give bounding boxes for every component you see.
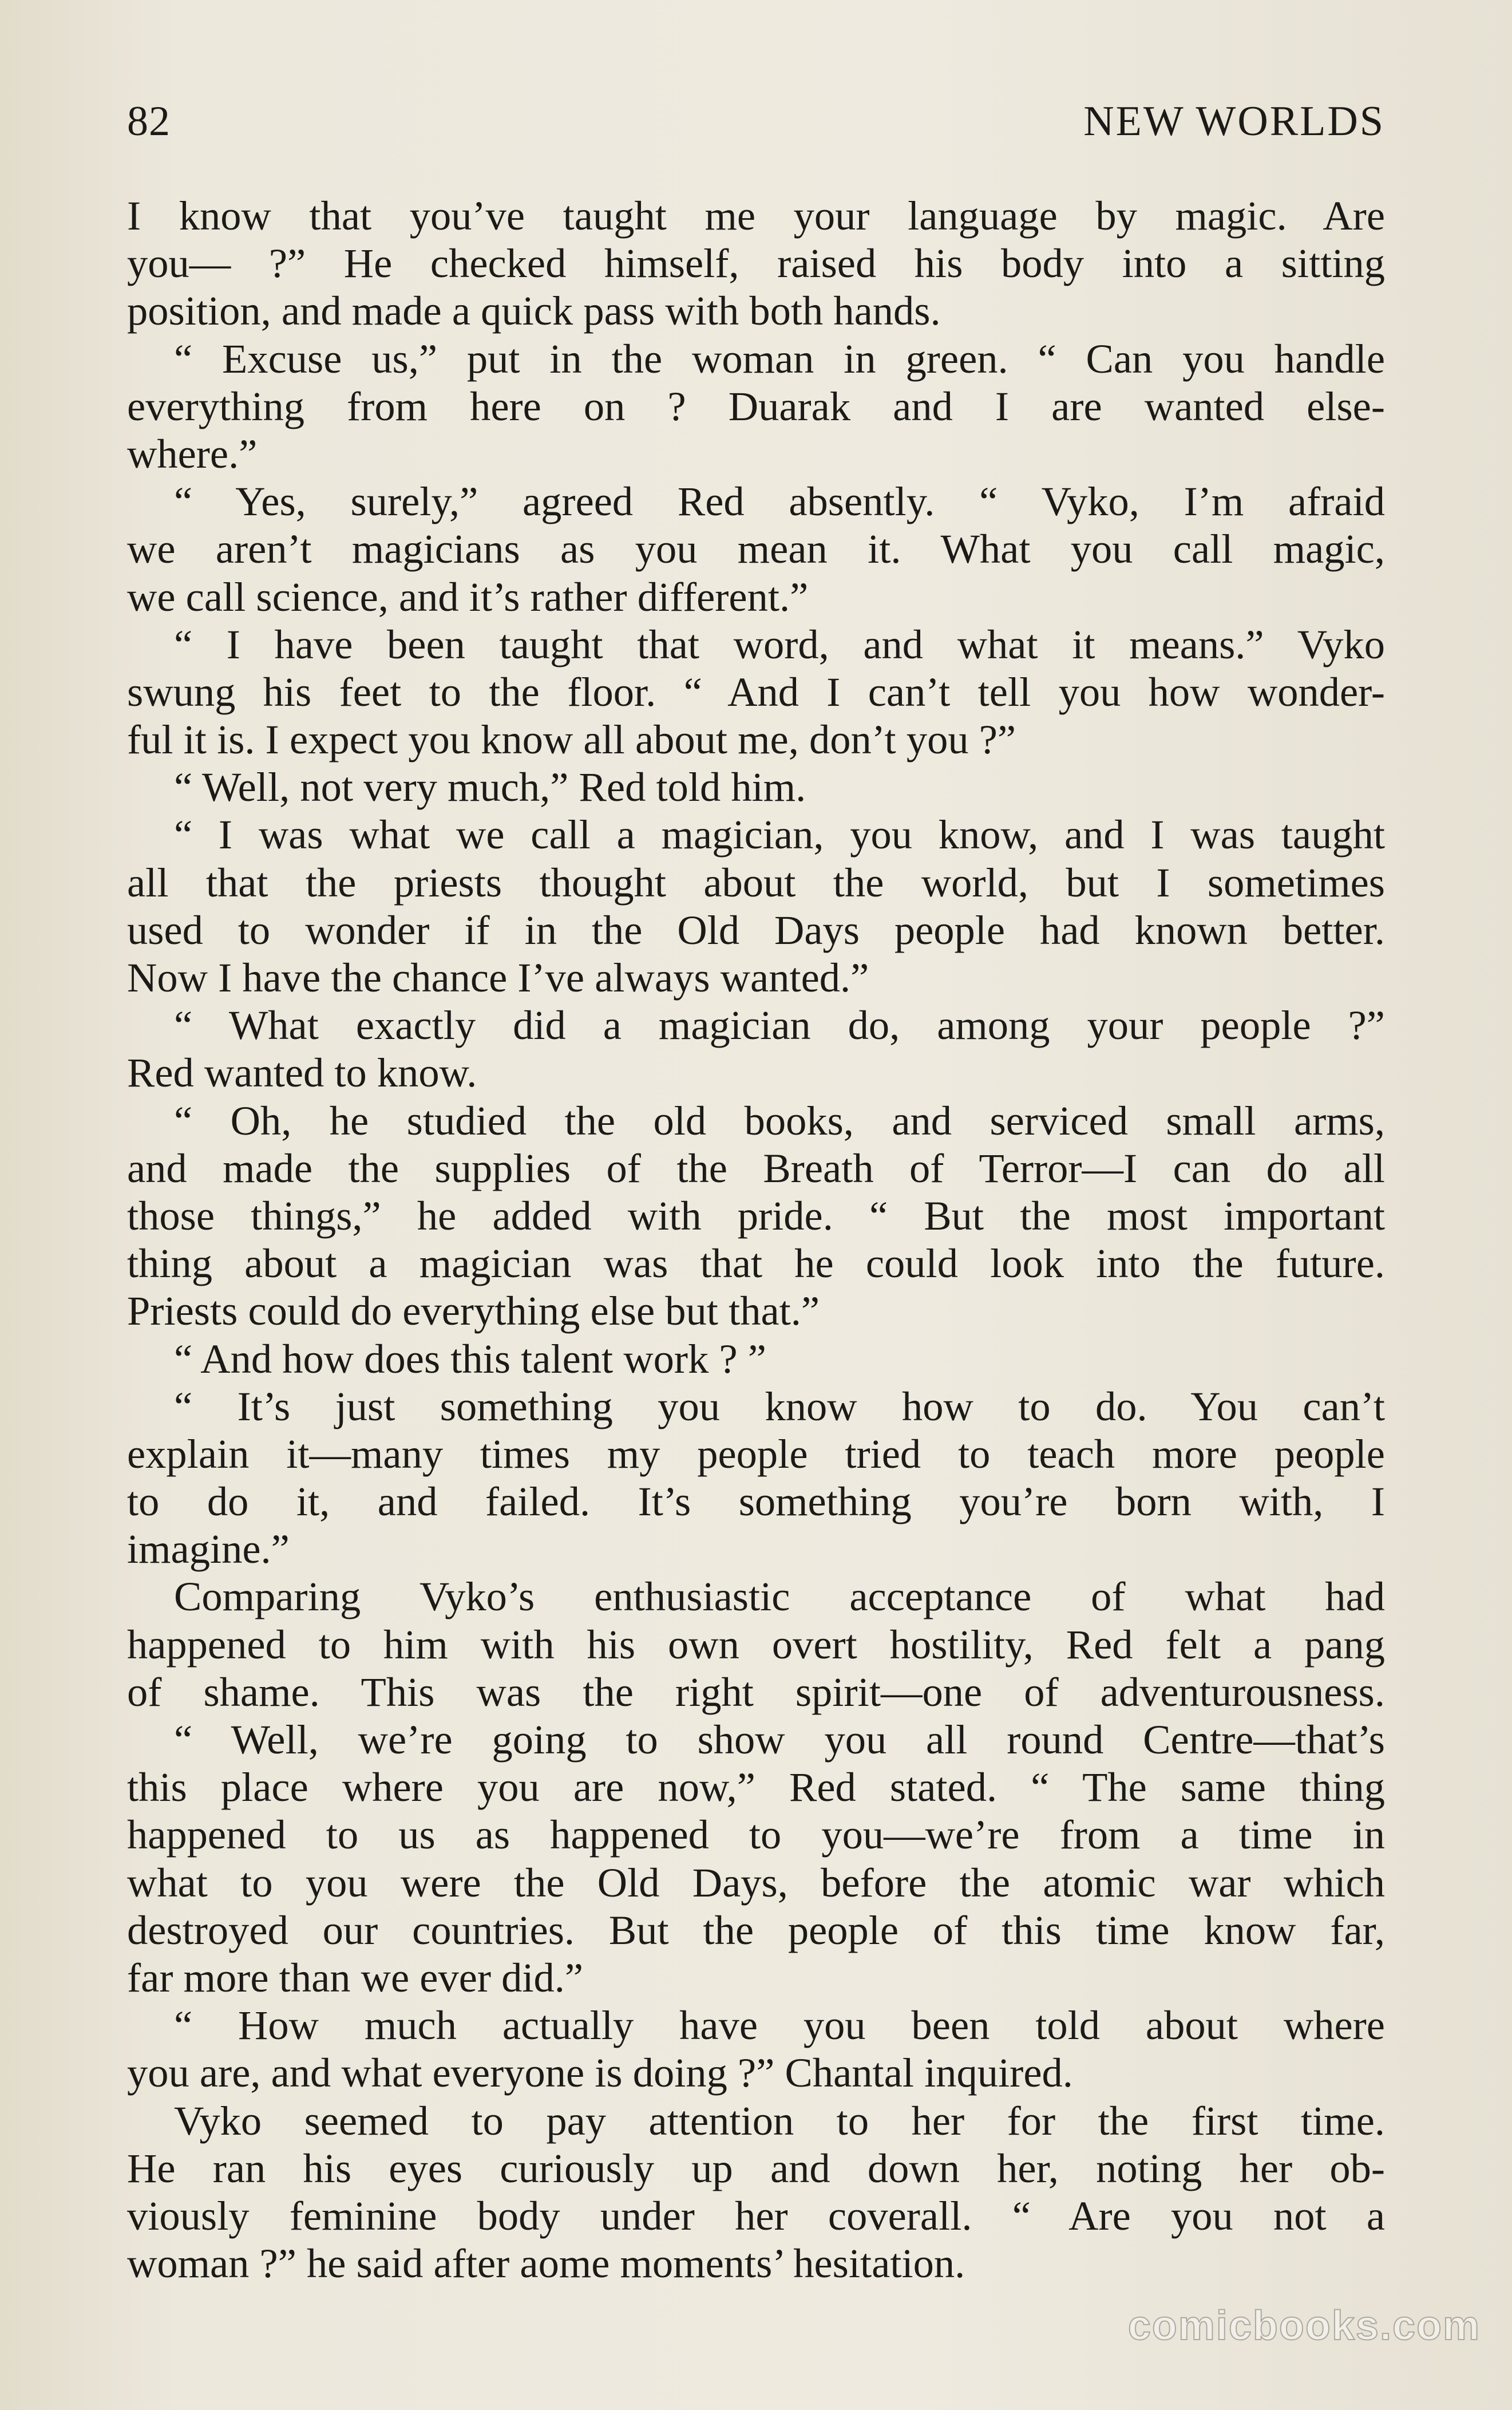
text-line: “ How much actually have you been told about where xyxy=(174,2002,1385,2049)
text-line: all that the priests thought about the world, but I sometimes xyxy=(127,859,1385,906)
text-line: Priests could do everything else but that.” xyxy=(127,1287,820,1334)
text-line: “ Well, we’re going to show you all round Centre—that’s xyxy=(174,1716,1385,1763)
text-line: of shame. This was the right spirit—one of adventurousness. xyxy=(127,1668,1385,1715)
text-line: where.” xyxy=(127,430,258,477)
text-line: Now I have the chance I’ve always wanted.” xyxy=(127,954,869,1001)
text-line: Red wanted to know. xyxy=(127,1049,477,1096)
text-line: Comparing Vyko’s enthusiastic acceptance of what had xyxy=(174,1573,1385,1620)
text-line: we aren’t magicians as you mean it. What you call magic, xyxy=(127,526,1385,572)
page-number: 82 xyxy=(127,98,171,145)
text-line: thing about a magician was that he could look into the future. xyxy=(127,1240,1385,1287)
text-line: everything from here on ? Duarak and I are wanted else- xyxy=(127,382,1385,429)
text-line: Vyko seemed to pay attention to her for the first time. xyxy=(174,2097,1385,2144)
text-line: destroyed our countries. But the people of this time know far, xyxy=(127,1906,1385,1953)
watermark: comicbooks.com xyxy=(1127,2303,1481,2349)
text-line: and made the supplies of the Breath of Terror—I can do all xyxy=(127,1144,1385,1191)
text-line: what to you were the Old Days, before the atomic war which xyxy=(127,1859,1385,1906)
text-line: swung his feet to the floor. “ And I can’t tell you how wonder- xyxy=(127,668,1385,715)
text-line: “ Oh, he studied the old books, and serviced small arms, xyxy=(174,1097,1385,1144)
text-line: “ It’s just something you know how to do. You can’t xyxy=(174,1382,1385,1429)
text-line: “ And how does this talent work ? ” xyxy=(174,1335,766,1382)
text-line: those things,” he added with pride. “ But the most important xyxy=(127,1192,1385,1239)
text-line: viously feminine body under her coverall. “ Are you not a xyxy=(127,2192,1385,2239)
text-line: happened to him with his own overt hostility, Red felt a pang xyxy=(127,1621,1385,1668)
text-line: “ I have been taught that word, and what it means.” Vyko xyxy=(174,621,1385,667)
page-header xyxy=(127,97,1385,155)
text-line: “ Well, not very much,” Red told him. xyxy=(174,764,806,811)
text-line: “ What exactly did a magician do, among your people ?” xyxy=(174,1002,1385,1049)
text-line: to do it, and failed. It’s something you’re born with, I xyxy=(127,1478,1385,1525)
text-line: you— ?” He checked himself, raised his body into a sitting xyxy=(127,240,1385,287)
body-text xyxy=(127,192,1385,2287)
text-line: used to wonder if in the Old Days people had known better. xyxy=(127,906,1385,953)
text-line: far more than we ever did.” xyxy=(127,1954,584,2001)
text-line: “ Excuse us,” put in the woman in green. “ Can you handle xyxy=(174,335,1385,382)
text-line: you are, and what everyone is doing ?” Chantal inquired. xyxy=(127,2049,1073,2096)
text-line: “ Yes, surely,” agreed Red absently. “ Vyko, I’m afraid xyxy=(174,478,1385,525)
text-line: happened to us as happened to you—we’re from a time in xyxy=(127,1811,1385,1858)
text-line: He ran his eyes curiously up and down her, noting her ob- xyxy=(127,2144,1385,2191)
text-line: ful it is. I expect you know all about me, don’t you ?” xyxy=(127,716,1016,763)
running-head: NEW WORLDS xyxy=(1083,98,1385,145)
text-line: imagine.” xyxy=(127,1526,290,1573)
text-line: woman ?” he said after aome moments’ hesitation. xyxy=(127,2240,965,2287)
text-line: I know that you’ve taught me your language by magic. Are xyxy=(127,192,1385,239)
text-line: “ I was what we call a magician, you know, and I was taught xyxy=(174,811,1385,858)
text-line: position, and made a quick pass with both hands. xyxy=(127,287,941,334)
text-line: this place where you are now,” Red stated. “ The same thing xyxy=(127,1764,1385,1811)
text-line: we call science, and it’s rather different.” xyxy=(127,573,809,620)
text-line: explain it—many times my people tried to teach more people xyxy=(127,1430,1385,1477)
